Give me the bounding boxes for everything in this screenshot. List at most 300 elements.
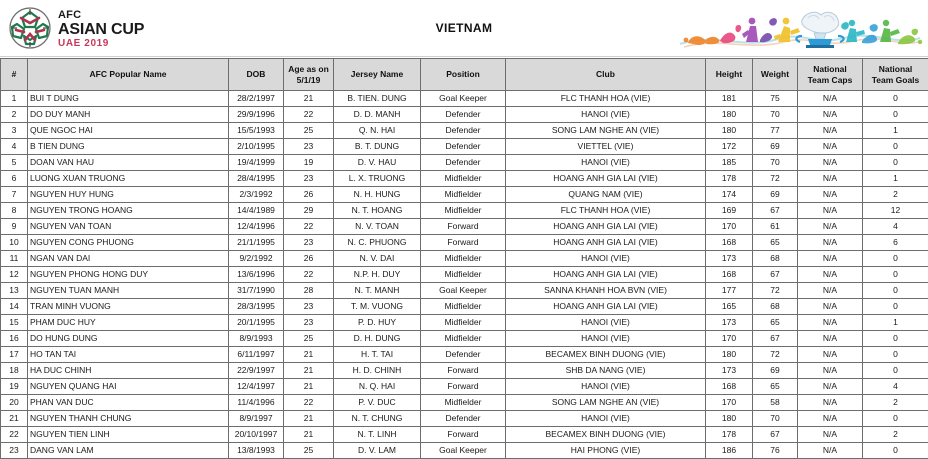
column-header-height xyxy=(706,59,753,91)
cell-club: SONG LAM NGHE AN (VIE) xyxy=(506,395,706,411)
header-divider xyxy=(0,56,928,57)
roster-table xyxy=(0,58,928,459)
cell-goals: 1 xyxy=(863,315,928,331)
cell-dob: 13/6/1996 xyxy=(229,267,284,283)
cell-age: 22 xyxy=(284,267,334,283)
column-header-national-team-goals xyxy=(863,59,928,91)
table-row xyxy=(1,267,928,283)
cell-goals: 2 xyxy=(863,427,928,443)
cell-height: 180 xyxy=(706,107,753,123)
cell-caps: N/A xyxy=(798,251,863,267)
table-row xyxy=(1,219,928,235)
column-header-national-team-caps xyxy=(798,59,863,91)
cell-age: 25 xyxy=(284,331,334,347)
cell-height: 180 xyxy=(706,123,753,139)
cell-weight: 76 xyxy=(753,443,798,459)
column-header-position-line1: Position xyxy=(423,69,503,80)
cell-age: 23 xyxy=(284,171,334,187)
cell-caps: N/A xyxy=(798,443,863,459)
cell-position: Midfielder xyxy=(421,395,506,411)
table-row xyxy=(1,107,928,123)
cell-age: 23 xyxy=(284,299,334,315)
cell-club: QUANG NAM (VIE) xyxy=(506,187,706,203)
cell-jersey: T. M. VUONG xyxy=(334,299,421,315)
cell-caps: N/A xyxy=(798,363,863,379)
table-row xyxy=(1,139,928,155)
cell-caps: N/A xyxy=(798,139,863,155)
cell-num: 7 xyxy=(1,187,28,203)
cell-height: 170 xyxy=(706,331,753,347)
cell-weight: 67 xyxy=(753,267,798,283)
cell-name: HA DUC CHINH xyxy=(28,363,229,379)
cell-position: Midfielder xyxy=(421,187,506,203)
logo-line-uae-2019: UAE 2019 xyxy=(58,39,144,49)
cell-dob: 9/2/1992 xyxy=(229,251,284,267)
cell-goals: 0 xyxy=(863,299,928,315)
column-header-dob-line1: DOB xyxy=(231,69,281,80)
cell-jersey: D. D. MANH xyxy=(334,107,421,123)
cell-jersey: N. C. PHUONG xyxy=(334,235,421,251)
cell-caps: N/A xyxy=(798,299,863,315)
cell-jersey: N. V. DAI xyxy=(334,251,421,267)
cell-dob: 12/4/1997 xyxy=(229,379,284,395)
column-header-age-line2: 5/1/19 xyxy=(286,75,331,86)
cell-height: 168 xyxy=(706,379,753,395)
cell-num: 1 xyxy=(1,91,28,107)
page-title: VIETNAM xyxy=(0,21,928,35)
column-header-club xyxy=(506,59,706,91)
cell-height: 180 xyxy=(706,411,753,427)
cell-dob: 13/8/1993 xyxy=(229,443,284,459)
cell-goals: 0 xyxy=(863,283,928,299)
cell-club: FLC THANH HOA (VIE) xyxy=(506,91,706,107)
cell-goals: 2 xyxy=(863,187,928,203)
cell-num: 9 xyxy=(1,219,28,235)
roster-table-container xyxy=(0,58,928,459)
table-row xyxy=(1,331,928,347)
cell-club: HOANG ANH GIA LAI (VIE) xyxy=(506,219,706,235)
cell-club: HANOI (VIE) xyxy=(506,107,706,123)
cell-jersey: N. V. TOAN xyxy=(334,219,421,235)
cell-name: TRAN MINH VUONG xyxy=(28,299,229,315)
cell-height: 173 xyxy=(706,251,753,267)
table-row xyxy=(1,315,928,331)
cell-age: 22 xyxy=(284,107,334,123)
cell-goals: 0 xyxy=(863,107,928,123)
cell-name: BUI T DUNG xyxy=(28,91,229,107)
cell-caps: N/A xyxy=(798,411,863,427)
cell-weight: 61 xyxy=(753,219,798,235)
table-row xyxy=(1,203,928,219)
cell-age: 21 xyxy=(284,411,334,427)
cell-goals: 0 xyxy=(863,331,928,347)
cell-name: NGUYEN TRONG HOANG xyxy=(28,203,229,219)
cell-jersey: D. H. DUNG xyxy=(334,331,421,347)
cell-dob: 15/5/1993 xyxy=(229,123,284,139)
table-row xyxy=(1,411,928,427)
cell-weight: 65 xyxy=(753,379,798,395)
cell-dob: 20/10/1997 xyxy=(229,427,284,443)
cell-height: 177 xyxy=(706,283,753,299)
cell-age: 21 xyxy=(284,91,334,107)
cell-num: 5 xyxy=(1,155,28,171)
column-header-national-team-caps-line1: National xyxy=(800,64,860,75)
cell-age: 22 xyxy=(284,395,334,411)
cell-jersey: P. D. HUY xyxy=(334,315,421,331)
cell-dob: 14/4/1989 xyxy=(229,203,284,219)
cell-weight: 69 xyxy=(753,363,798,379)
cell-club: HANOI (VIE) xyxy=(506,331,706,347)
cell-goals: 0 xyxy=(863,443,928,459)
cell-caps: N/A xyxy=(798,123,863,139)
cell-club: SANNA KHANH HOA BVN (VIE) xyxy=(506,283,706,299)
column-header-club-line1: Club xyxy=(508,69,703,80)
cell-height: 169 xyxy=(706,203,753,219)
cell-club: HANOI (VIE) xyxy=(506,411,706,427)
cell-weight: 65 xyxy=(753,315,798,331)
cell-jersey: N. Q. HAI xyxy=(334,379,421,395)
cell-num: 17 xyxy=(1,347,28,363)
roster-table-head xyxy=(1,59,928,91)
cell-age: 21 xyxy=(284,379,334,395)
cell-club: HOANG ANH GIA LAI (VIE) xyxy=(506,235,706,251)
cell-name: PHAN VAN DUC xyxy=(28,395,229,411)
cell-goals: 1 xyxy=(863,123,928,139)
cell-dob: 31/7/1990 xyxy=(229,283,284,299)
cell-age: 23 xyxy=(284,235,334,251)
cell-dob: 8/9/1997 xyxy=(229,411,284,427)
cell-name: NGUYEN THANH CHUNG xyxy=(28,411,229,427)
cell-num: 15 xyxy=(1,315,28,331)
column-header-dob xyxy=(229,59,284,91)
cell-weight: 68 xyxy=(753,251,798,267)
cell-weight: 58 xyxy=(753,395,798,411)
cell-name: QUE NGOC HAI xyxy=(28,123,229,139)
table-row xyxy=(1,155,928,171)
cell-age: 26 xyxy=(284,187,334,203)
cell-club: HANOI (VIE) xyxy=(506,251,706,267)
column-header-position xyxy=(421,59,506,91)
cell-caps: N/A xyxy=(798,107,863,123)
cell-position: Defender xyxy=(421,107,506,123)
cell-goals: 0 xyxy=(863,155,928,171)
cell-jersey: N. T. LINH xyxy=(334,427,421,443)
table-row xyxy=(1,235,928,251)
cell-position: Forward xyxy=(421,427,506,443)
cell-jersey: H. T. TAI xyxy=(334,347,421,363)
column-header-national-team-caps-line2: Team Caps xyxy=(800,75,860,86)
cell-num: 2 xyxy=(1,107,28,123)
cell-goals: 12 xyxy=(863,203,928,219)
cell-club: HOANG ANH GIA LAI (VIE) xyxy=(506,171,706,187)
cell-position: Goal Keeper xyxy=(421,283,506,299)
cell-dob: 8/9/1993 xyxy=(229,331,284,347)
cell-caps: N/A xyxy=(798,171,863,187)
cell-height: 186 xyxy=(706,443,753,459)
cell-goals: 1 xyxy=(863,171,928,187)
cell-num: 12 xyxy=(1,267,28,283)
cell-position: Midfielder xyxy=(421,251,506,267)
cell-goals: 0 xyxy=(863,411,928,427)
cell-height: 173 xyxy=(706,315,753,331)
cell-dob: 28/2/1997 xyxy=(229,91,284,107)
cell-goals: 6 xyxy=(863,235,928,251)
cell-age: 29 xyxy=(284,203,334,219)
cell-num: 16 xyxy=(1,331,28,347)
cell-height: 168 xyxy=(706,267,753,283)
column-header-number-line1: # xyxy=(3,69,25,80)
cell-name: HO TAN TAI xyxy=(28,347,229,363)
cell-weight: 70 xyxy=(753,155,798,171)
cell-name: NGAN VAN DAI xyxy=(28,251,229,267)
cell-num: 14 xyxy=(1,299,28,315)
cell-num: 4 xyxy=(1,139,28,155)
column-header-jersey-name-line1: Jersey Name xyxy=(336,69,418,80)
cell-club: BECAMEX BINH DUONG (VIE) xyxy=(506,427,706,443)
cell-position: Forward xyxy=(421,363,506,379)
cell-position: Midfielder xyxy=(421,299,506,315)
cell-name: DOAN VAN HAU xyxy=(28,155,229,171)
cell-dob: 29/9/1996 xyxy=(229,107,284,123)
cell-height: 170 xyxy=(706,219,753,235)
cell-position: Forward xyxy=(421,219,506,235)
cell-name: LUONG XUAN TRUONG xyxy=(28,171,229,187)
table-row xyxy=(1,91,928,107)
cell-caps: N/A xyxy=(798,427,863,443)
cell-num: 22 xyxy=(1,427,28,443)
cell-caps: N/A xyxy=(798,347,863,363)
cell-jersey: N. T. CHUNG xyxy=(334,411,421,427)
column-header-national-team-goals-line2: Team Goals xyxy=(865,75,926,86)
cell-position: Midfielder xyxy=(421,203,506,219)
table-row xyxy=(1,299,928,315)
cell-weight: 67 xyxy=(753,203,798,219)
cell-dob: 28/3/1995 xyxy=(229,299,284,315)
cell-caps: N/A xyxy=(798,155,863,171)
cell-age: 21 xyxy=(284,363,334,379)
cell-jersey: N.P. H. DUY xyxy=(334,267,421,283)
cell-name: DO DUY MANH xyxy=(28,107,229,123)
cell-height: 170 xyxy=(706,395,753,411)
cell-goals: 0 xyxy=(863,267,928,283)
cell-weight: 72 xyxy=(753,171,798,187)
cell-name: NGUYEN PHONG HONG DUY xyxy=(28,267,229,283)
cell-dob: 22/9/1997 xyxy=(229,363,284,379)
cell-goals: 2 xyxy=(863,395,928,411)
cell-goals: 0 xyxy=(863,91,928,107)
cell-weight: 70 xyxy=(753,107,798,123)
cell-caps: N/A xyxy=(798,283,863,299)
table-row xyxy=(1,123,928,139)
cell-name: DANG VAN LAM xyxy=(28,443,229,459)
cell-name: NGUYEN CONG PHUONG xyxy=(28,235,229,251)
logo-line-asian-cup: ASIAN CUP xyxy=(58,22,144,38)
cell-age: 25 xyxy=(284,443,334,459)
table-row xyxy=(1,443,928,459)
cell-num: 3 xyxy=(1,123,28,139)
cell-age: 21 xyxy=(284,427,334,443)
cell-height: 165 xyxy=(706,299,753,315)
cell-caps: N/A xyxy=(798,219,863,235)
table-row xyxy=(1,363,928,379)
cell-dob: 12/4/1996 xyxy=(229,219,284,235)
table-row xyxy=(1,251,928,267)
cell-dob: 6/11/1997 xyxy=(229,347,284,363)
cell-position: Forward xyxy=(421,379,506,395)
cell-position: Goal Keeper xyxy=(421,91,506,107)
cell-num: 18 xyxy=(1,363,28,379)
cell-club: SHB DA NANG (VIE) xyxy=(506,363,706,379)
cell-num: 21 xyxy=(1,411,28,427)
logo-line-afc: AFC xyxy=(58,10,144,21)
cell-dob: 11/4/1996 xyxy=(229,395,284,411)
cell-caps: N/A xyxy=(798,91,863,107)
cell-jersey: L. X. TRUONG xyxy=(334,171,421,187)
cell-height: 168 xyxy=(706,235,753,251)
cell-name: DO HUNG DUNG xyxy=(28,331,229,347)
cell-position: Defender xyxy=(421,139,506,155)
cell-position: Forward xyxy=(421,235,506,251)
table-row xyxy=(1,395,928,411)
cell-position: Defender xyxy=(421,411,506,427)
cell-caps: N/A xyxy=(798,267,863,283)
cell-height: 173 xyxy=(706,363,753,379)
cell-height: 178 xyxy=(706,171,753,187)
cell-weight: 65 xyxy=(753,235,798,251)
cell-age: 22 xyxy=(284,219,334,235)
cell-dob: 21/1/1995 xyxy=(229,235,284,251)
cell-name: NGUYEN VAN TOAN xyxy=(28,219,229,235)
cell-position: Defender xyxy=(421,347,506,363)
cell-club: HANOI (VIE) xyxy=(506,379,706,395)
cell-club: VIETTEL (VIE) xyxy=(506,139,706,155)
afc-asian-cup-celebration-artwork-icon xyxy=(674,6,924,52)
cell-height: 178 xyxy=(706,427,753,443)
cell-weight: 69 xyxy=(753,139,798,155)
page-header xyxy=(0,0,928,58)
cell-num: 8 xyxy=(1,203,28,219)
cell-caps: N/A xyxy=(798,379,863,395)
cell-weight: 70 xyxy=(753,411,798,427)
cell-num: 10 xyxy=(1,235,28,251)
cell-num: 6 xyxy=(1,171,28,187)
cell-age: 25 xyxy=(284,123,334,139)
cell-goals: 0 xyxy=(863,347,928,363)
column-header-number xyxy=(1,59,28,91)
cell-height: 174 xyxy=(706,187,753,203)
column-header-weight xyxy=(753,59,798,91)
cell-caps: N/A xyxy=(798,235,863,251)
cell-position: Midfielder xyxy=(421,267,506,283)
column-header-afc-popular-name xyxy=(28,59,229,91)
cell-weight: 69 xyxy=(753,187,798,203)
cell-goals: 0 xyxy=(863,363,928,379)
cell-caps: N/A xyxy=(798,187,863,203)
cell-age: 23 xyxy=(284,139,334,155)
cell-jersey: Q. N. HAI xyxy=(334,123,421,139)
cell-goals: 0 xyxy=(863,139,928,155)
cell-goals: 4 xyxy=(863,379,928,395)
cell-club: HANOI (VIE) xyxy=(506,315,706,331)
cell-weight: 67 xyxy=(753,331,798,347)
table-row xyxy=(1,283,928,299)
cell-jersey: N. T. MANH xyxy=(334,283,421,299)
cell-num: 13 xyxy=(1,283,28,299)
cell-weight: 67 xyxy=(753,427,798,443)
cell-weight: 68 xyxy=(753,299,798,315)
cell-club: HANOI (VIE) xyxy=(506,155,706,171)
cell-club: SONG LAM NGHE AN (VIE) xyxy=(506,123,706,139)
cell-goals: 0 xyxy=(863,251,928,267)
cell-name: NGUYEN TUAN MANH xyxy=(28,283,229,299)
cell-weight: 77 xyxy=(753,123,798,139)
cell-club: FLC THANH HOA (VIE) xyxy=(506,203,706,219)
cell-jersey: N. H. HUNG xyxy=(334,187,421,203)
cell-jersey: D. V. LAM xyxy=(334,443,421,459)
cell-jersey: N. T. HOANG xyxy=(334,203,421,219)
cell-dob: 2/10/1995 xyxy=(229,139,284,155)
column-header-weight-line1: Weight xyxy=(755,69,795,80)
cell-jersey: D. V. HAU xyxy=(334,155,421,171)
cell-name: NGUYEN HUY HUNG xyxy=(28,187,229,203)
cell-age: 28 xyxy=(284,283,334,299)
cell-club: BECAMEX BINH DUONG (VIE) xyxy=(506,347,706,363)
cell-weight: 72 xyxy=(753,347,798,363)
cell-height: 172 xyxy=(706,139,753,155)
column-header-height-line1: Height xyxy=(708,69,750,80)
column-header-afc-popular-name-line1: AFC Popular Name xyxy=(30,69,226,80)
cell-caps: N/A xyxy=(798,315,863,331)
cell-age: 26 xyxy=(284,251,334,267)
cell-dob: 28/4/1995 xyxy=(229,171,284,187)
cell-goals: 4 xyxy=(863,219,928,235)
cell-name: NGUYEN TIEN LINH xyxy=(28,427,229,443)
cell-name: NGUYEN QUANG HAI xyxy=(28,379,229,395)
cell-age: 19 xyxy=(284,155,334,171)
table-row xyxy=(1,171,928,187)
column-header-age xyxy=(284,59,334,91)
column-header-national-team-goals-line1: National xyxy=(865,64,926,75)
cell-position: Defender xyxy=(421,123,506,139)
cell-weight: 72 xyxy=(753,283,798,299)
column-header-jersey-name xyxy=(334,59,421,91)
table-row xyxy=(1,379,928,395)
cell-club: HAI PHONG (VIE) xyxy=(506,443,706,459)
column-header-age-line1: Age as on xyxy=(286,64,331,75)
table-row xyxy=(1,427,928,443)
cell-age: 21 xyxy=(284,347,334,363)
cell-num: 23 xyxy=(1,443,28,459)
cell-position: Midfielder xyxy=(421,331,506,347)
cell-name: B TIEN DUNG xyxy=(28,139,229,155)
cell-club: HOANG ANH GIA LAI (VIE) xyxy=(506,299,706,315)
cell-jersey: H. D. CHINH xyxy=(334,363,421,379)
cell-club: HOANG ANH GIA LAI (VIE) xyxy=(506,267,706,283)
cell-num: 11 xyxy=(1,251,28,267)
cell-position: Midfielder xyxy=(421,315,506,331)
cell-jersey: P. V. DUC xyxy=(334,395,421,411)
cell-height: 185 xyxy=(706,155,753,171)
cell-age: 23 xyxy=(284,315,334,331)
table-header-row xyxy=(1,59,928,91)
cell-height: 180 xyxy=(706,347,753,363)
roster-table-body xyxy=(1,91,928,459)
cell-height: 181 xyxy=(706,91,753,107)
cell-position: Midfielder xyxy=(421,171,506,187)
cell-caps: N/A xyxy=(798,203,863,219)
cell-position: Defender xyxy=(421,155,506,171)
cell-dob: 20/1/1995 xyxy=(229,315,284,331)
